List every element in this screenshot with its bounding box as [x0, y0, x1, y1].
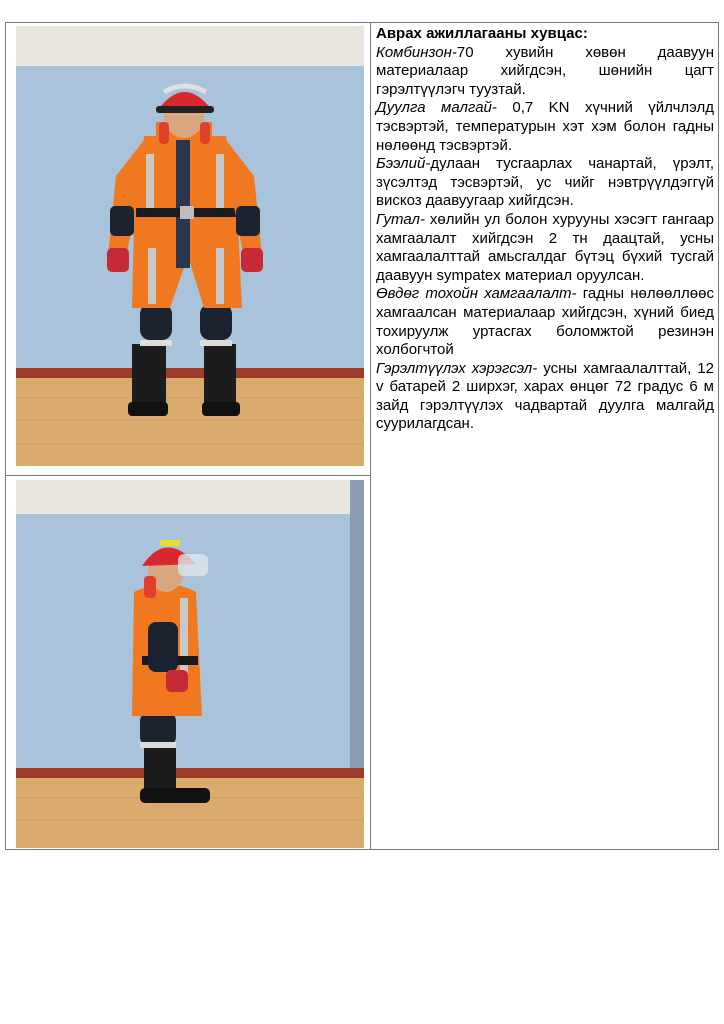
column-divider: [370, 23, 371, 849]
item-description: гадны нөлөөллөөс хамгаалсан материалаар хийгдсэн, хүний биед тохируулж уртасгах боломжтой резинэн холбогчтой: [376, 285, 714, 359]
item-knee-elbow-pads: [376, 285, 714, 359]
item-term: Комбинзон-: [376, 43, 457, 61]
item-coverall: [376, 44, 714, 100]
rescue-suit-side-photo: [16, 480, 364, 848]
item-term: Бээлий-: [376, 155, 431, 173]
item-term: Дуулга малгай-: [376, 99, 497, 117]
section-heading: Аврах ажиллагааны хувцас:: [376, 25, 588, 42]
item-description: дулаан тусгаарлах чанартай, үрэлт, зүсэлтэд тэсвэртэй, ус чийг нэвтрүүлдэггүй вискоз даавуугаар хийгдсэн.: [376, 155, 714, 210]
item-term: Гутал-: [376, 210, 425, 228]
item-term: Өвдөг тохойн хамгаалалт-: [376, 285, 577, 303]
item-term: Гэрэлтүүлэх хэрэгсэл-: [376, 359, 538, 377]
item-description: 0,7 KN хүчний үйлчлэлд тэсвэртэй, температурын хэт хэм болон гадны нөлөөнд тэсвэртэй.: [376, 99, 714, 154]
item-lighting-device: [376, 360, 714, 434]
item-helmet: [376, 99, 714, 155]
equipment-table: [5, 22, 719, 850]
front-photo-cell: [6, 23, 370, 475]
item-boots: [376, 211, 714, 285]
item-description: 70 хувийн хөвөн даавуун материалаар хийгдсэн, шөнийн цагт гэрэлтүүлэгч туузтай.: [376, 43, 714, 98]
item-description: усны хамгаалалттай, 12 v батарей 2 ширхэг, харах өнцөг 72 градус 6 м зайд гэрэлтүүлэх чадвартай дуулга малгайд суурилагдсан.: [376, 359, 714, 433]
item-gloves: [376, 155, 714, 211]
description-cell: [376, 25, 714, 434]
rescue-suit-front-photo: [16, 26, 364, 466]
item-description: хөлийн ул болон хурууны хэсэгт гангаар хамгаалалт хийгдсэн 2 тн даацтай, усны хамгаалалттай амьсгалдаг бүтэц бүхий тусгай даавуун sympatex материал оруулсан.: [376, 210, 714, 284]
side-photo-cell: [6, 476, 370, 850]
